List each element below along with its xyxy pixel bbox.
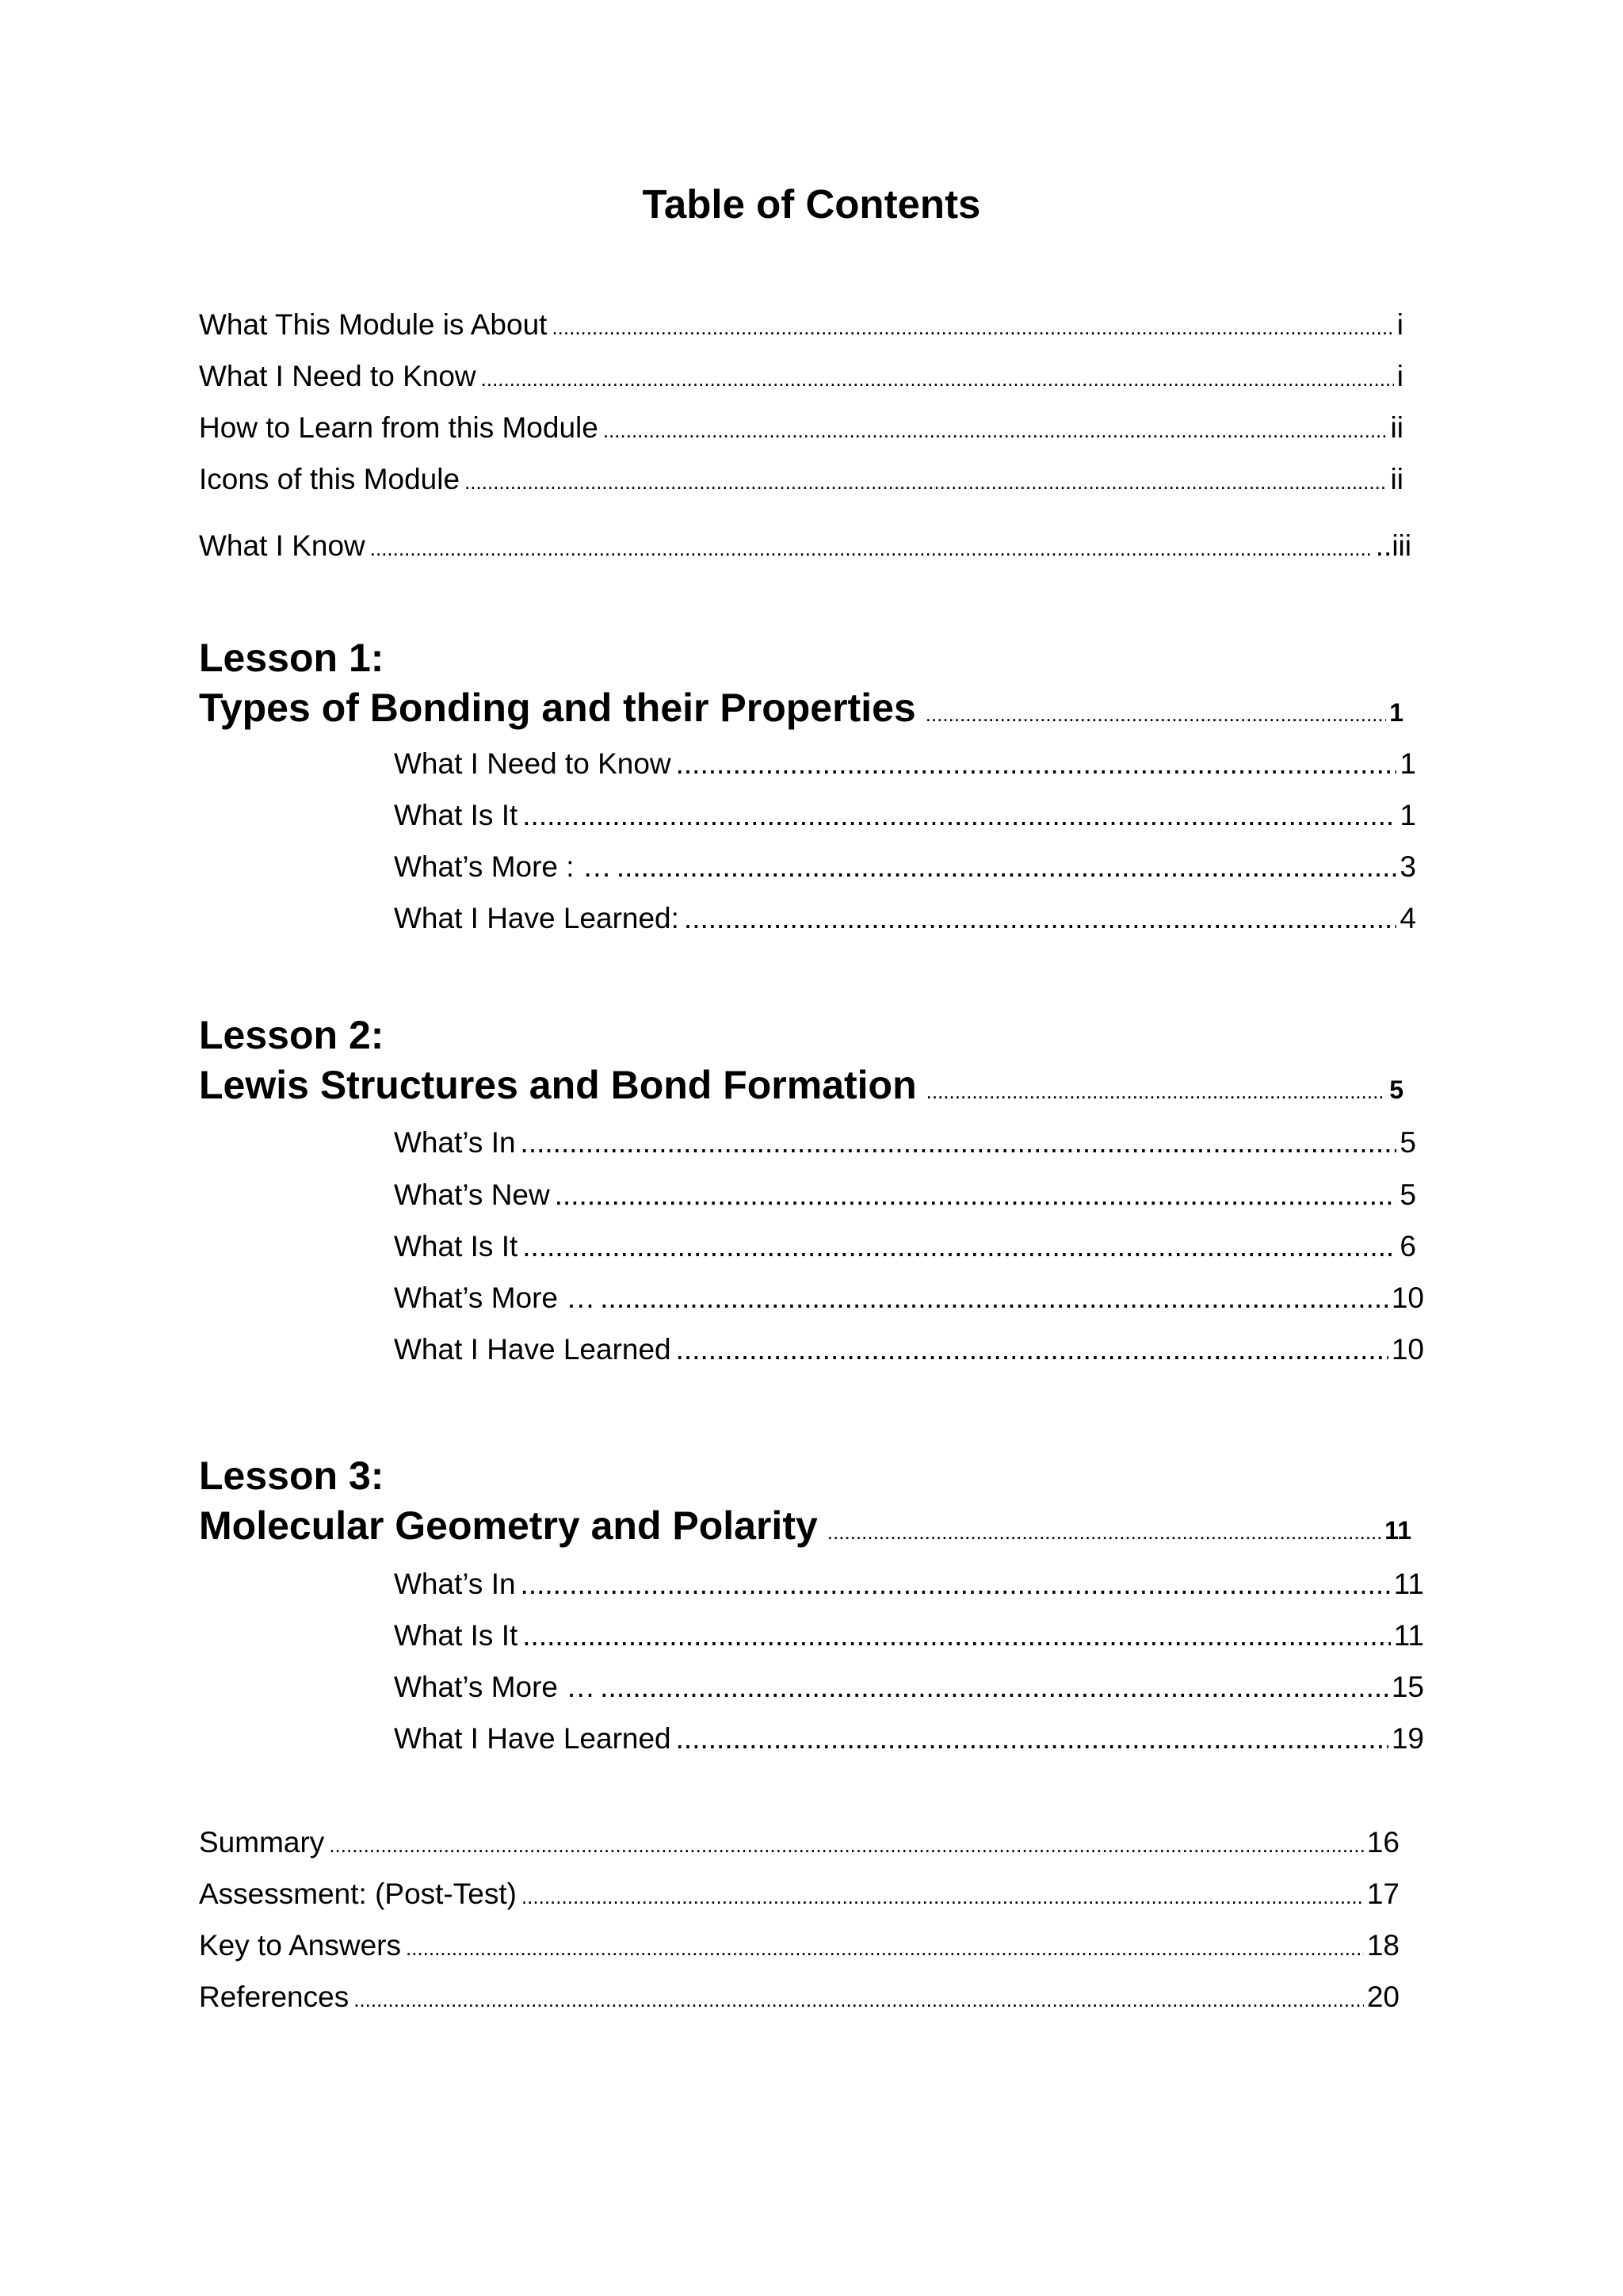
toc-entry-page: 5 <box>1400 1126 1416 1159</box>
toc-entry-label: What’s In <box>394 1126 516 1159</box>
toc-entry-label: Key to Answers <box>199 1929 402 1962</box>
toc-entry[interactable] <box>199 411 1403 448</box>
toc-subentry[interactable] <box>394 1281 1424 1316</box>
dot-leader <box>827 1508 1381 1556</box>
dot-leader <box>522 1229 1396 1264</box>
lesson-title-entry[interactable] <box>199 1061 1403 1115</box>
toc-entry-page: 15 <box>1391 1671 1424 1703</box>
dot-leader <box>353 1982 1364 2017</box>
toc-entry-label: What’s New <box>394 1179 550 1211</box>
toc-entry-label: Assessment: (Post-Test) <box>199 1878 517 1910</box>
toc-subentry[interactable] <box>394 1125 1416 1160</box>
toc-subentry[interactable] <box>394 747 1416 781</box>
toc-entry-label: What Is It <box>394 1230 518 1263</box>
dot-leader <box>521 1567 1391 1602</box>
toc-subentry[interactable] <box>394 1567 1424 1602</box>
toc-entry-page: 1 <box>1400 747 1416 780</box>
toc-subentry[interactable] <box>394 1332 1424 1367</box>
page-title: Table of Contents <box>642 181 981 227</box>
toc-entry-label: What Is It <box>394 1619 518 1652</box>
toc-subentry[interactable] <box>394 1618 1424 1653</box>
dot-leader <box>600 1281 1388 1316</box>
toc-subentry[interactable] <box>394 1670 1424 1705</box>
lesson-heading: Lesson 2: <box>199 1013 384 1057</box>
toc-entry[interactable] <box>199 1928 1400 1966</box>
toc-entry-label: What’s In <box>394 1568 516 1600</box>
toc-entry-label: What Is It <box>394 799 518 831</box>
toc-subentry[interactable] <box>394 798 1416 833</box>
dot-leader <box>555 1178 1397 1213</box>
toc-entry-page: 19 <box>1391 1722 1424 1755</box>
toc-entry-page: 16 <box>1366 1826 1400 1859</box>
dot-leader <box>481 361 1394 396</box>
dot-leader <box>521 1125 1397 1160</box>
lesson-page: 11 <box>1384 1516 1411 1545</box>
dot-leader <box>370 531 1373 566</box>
toc-entry-page: ii <box>1390 411 1403 444</box>
dot-leader <box>522 1618 1390 1653</box>
toc-entry-page: 10 <box>1391 1333 1424 1366</box>
toc-entry-label: What I Know <box>199 529 365 562</box>
toc-entry-page: 11 <box>1393 1619 1424 1652</box>
toc-subentry[interactable] <box>394 1229 1416 1264</box>
toc-entry-label: What I Need to Know <box>199 360 476 392</box>
lesson-page: 1 <box>1389 698 1403 727</box>
toc-entry-label: References <box>199 1981 349 2013</box>
toc-entry[interactable] <box>199 529 1411 566</box>
toc-entry-page: ..iii <box>1375 529 1411 562</box>
toc-entry-page: 20 <box>1366 1981 1400 2013</box>
toc-entry-label: What’s More : … <box>394 850 612 883</box>
toc-entry-label: What I Have Learned <box>394 1333 671 1366</box>
toc-entry-label: What I Have Learned <box>394 1722 671 1755</box>
toc-entry-page: 6 <box>1400 1230 1416 1263</box>
lesson-heading: Lesson 3: <box>199 1454 384 1498</box>
dot-leader <box>926 1068 1387 1115</box>
dot-leader <box>676 1721 1388 1756</box>
toc-entry[interactable] <box>199 462 1403 499</box>
dot-leader <box>603 413 1388 448</box>
dot-leader <box>521 1879 1364 1914</box>
dot-leader <box>684 901 1397 936</box>
toc-entry-label: What’s More … <box>394 1671 596 1703</box>
dot-leader <box>676 747 1397 781</box>
toc-entry-label: What I Need to Know <box>394 747 671 780</box>
dot-leader <box>464 464 1387 499</box>
lesson-title: Molecular Geometry and Polarity <box>199 1503 818 1548</box>
toc-entry-page: i <box>1396 360 1403 392</box>
dot-leader <box>406 1931 1364 1966</box>
lesson-title-entry[interactable] <box>199 1502 1411 1556</box>
toc-subentry[interactable] <box>394 901 1416 936</box>
toc-subentry[interactable] <box>394 850 1416 884</box>
toc-entry-label: What’s More … <box>394 1282 596 1314</box>
toc-entry-label: Summary <box>199 1826 325 1859</box>
toc-entry[interactable] <box>199 1877 1400 1914</box>
toc-entry[interactable] <box>199 1980 1400 2017</box>
toc-entry-label: How to Learn from this Module <box>199 411 598 444</box>
dot-leader <box>329 1828 1364 1862</box>
dot-leader <box>552 310 1393 345</box>
toc-entry[interactable] <box>199 359 1403 396</box>
dot-leader <box>522 798 1396 833</box>
toc-entry-page: 4 <box>1400 902 1416 934</box>
dot-leader <box>926 690 1386 738</box>
toc-entry-page: i <box>1396 308 1403 341</box>
toc-subentry[interactable] <box>394 1178 1416 1213</box>
dot-leader <box>600 1670 1388 1705</box>
toc-entry-label: Icons of this Module <box>199 463 460 495</box>
dot-leader <box>676 1332 1388 1367</box>
toc-entry-page: 1 <box>1400 799 1416 831</box>
toc-entry-label: What This Module is About <box>199 308 548 341</box>
toc-entry-page: 5 <box>1400 1179 1416 1211</box>
lesson-title-entry[interactable] <box>199 684 1403 738</box>
toc-entry[interactable] <box>199 308 1403 345</box>
dot-leader <box>617 850 1397 884</box>
lesson-heading: Lesson 1: <box>199 636 384 680</box>
toc-entry-page: 18 <box>1366 1929 1400 1962</box>
toc-entry-page: ii <box>1390 463 1403 495</box>
toc-subentry[interactable] <box>394 1721 1424 1756</box>
lesson-title: Lewis Structures and Bond Formation <box>199 1063 917 1107</box>
toc-entry-page: 10 <box>1391 1282 1424 1314</box>
toc-entry-page: 11 <box>1393 1568 1424 1600</box>
toc-entry-page: 17 <box>1366 1878 1400 1910</box>
toc-entry-label: What I Have Learned: <box>394 902 679 934</box>
toc-entry[interactable] <box>199 1825 1400 1862</box>
lesson-title: Types of Bonding and their Properties <box>199 686 916 730</box>
lesson-page: 5 <box>1389 1075 1403 1104</box>
toc-entry-page: 3 <box>1400 850 1416 883</box>
